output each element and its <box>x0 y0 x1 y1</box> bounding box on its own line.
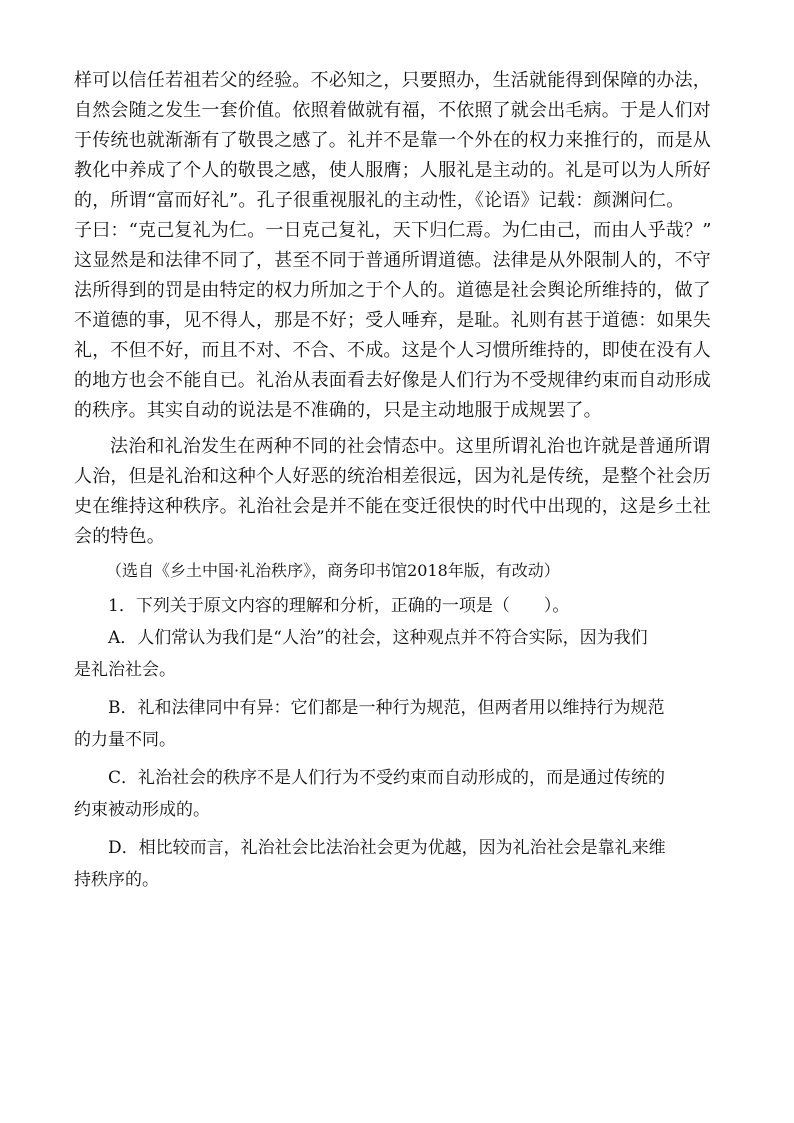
passage-paragraph-2 <box>74 432 722 552</box>
option-line: 持秩序的。 <box>74 870 159 890</box>
option-line: B．礼和法律同中有异：它们都是一种行为规范，但两者用以维持行为规范 <box>74 698 665 718</box>
passage-line: 的地方也会不能自已。礼治从表面看去好像是人们行为不受规律约束而自动形成 <box>74 370 711 391</box>
passage-line: 礼，不但不好，而且不对、不合、不成。这是个人习惯所维持的，即使在没有人 <box>74 340 711 361</box>
passage-line: 不道德的事，见不得人，那是不好；受人唾弃，是耻。礼则有甚于道德：如果失 <box>74 310 711 331</box>
option-b <box>74 692 722 756</box>
passage-line: 会的特色。 <box>74 526 165 547</box>
option-a <box>74 622 722 686</box>
option-d <box>74 832 722 896</box>
document-content <box>74 66 722 896</box>
passage-line: 法治和礼治发生在两种不同的社会情态中。这里所谓礼治也许就是普通所谓 <box>110 436 711 457</box>
option-line: 约束被动形成的。 <box>74 800 210 820</box>
passage-line: 自然会随之发生一套价值。依照着做就有福，不依照了就会出毛病。于是人们对 <box>74 100 711 121</box>
passage-line: 史在维持这种秩序。礼治社会是并不能在变迁很快的时代中出现的，这是乡土社 <box>74 496 711 517</box>
passage-paragraph-1 <box>74 66 722 426</box>
passage-line: 教化中养成了个人的敬畏之感，使人服膺；人服礼是主动的。礼是可以为人所好 <box>74 160 711 181</box>
option-line: C．礼治社会的秩序不是人们行为不受约束而自动形成的，而是通过传统的 <box>74 768 666 788</box>
option-line: D．相比较而言，礼治社会比法治社会更为优越，因为礼治社会是靠礼来维 <box>74 838 666 858</box>
passage-line: 于传统也就渐渐有了敬畏之感了。礼并不是靠一个外在的权力来推行的，而是从 <box>74 130 711 151</box>
passage-line: 这显然是和法律不同了，甚至不同于普通所谓道德。法律是从外限制人的，不守 <box>74 250 711 271</box>
option-c <box>74 762 722 826</box>
passage-line: 人治，但是礼治和这种个人好恶的统治相差很远，因为礼是传统，是整个社会历 <box>74 466 711 487</box>
option-line: 的力量不同。 <box>74 730 176 750</box>
option-line: 是礼治社会。 <box>74 660 176 680</box>
passage-line: 的，所谓“富而好礼”。孔子很重视服礼的主动性，《论语》记载：颜渊问仁。 <box>74 190 685 211</box>
passage-line: 样可以信任若祖若父的经验。不必知之，只要照办，生活就能得到保障的办法， <box>74 70 711 91</box>
passage-source: （选自《乡土中国·礼治秩序》，商务印书馆2018年版，有改动） <box>106 561 560 580</box>
passage-line: 法所得到的罚是由特定的权力所加之于个人的。道德是社会舆论所维持的，做了 <box>74 280 711 301</box>
option-line: A．人们常认为我们是“人治”的社会，这种观点并不符合实际，因为我们 <box>74 628 648 648</box>
question-stem: 1．下列关于原文内容的理解和分析，正确的一项是（ ）。 <box>108 596 570 616</box>
passage-line: 的秩序。其实自动的说法是不准确的，只是主动地服于成规罢了。 <box>74 400 602 421</box>
passage-line: 子曰：“克己复礼为仁。一日克己复礼，天下归仁焉。为仁由己，而由人乎哉？” <box>74 220 712 241</box>
